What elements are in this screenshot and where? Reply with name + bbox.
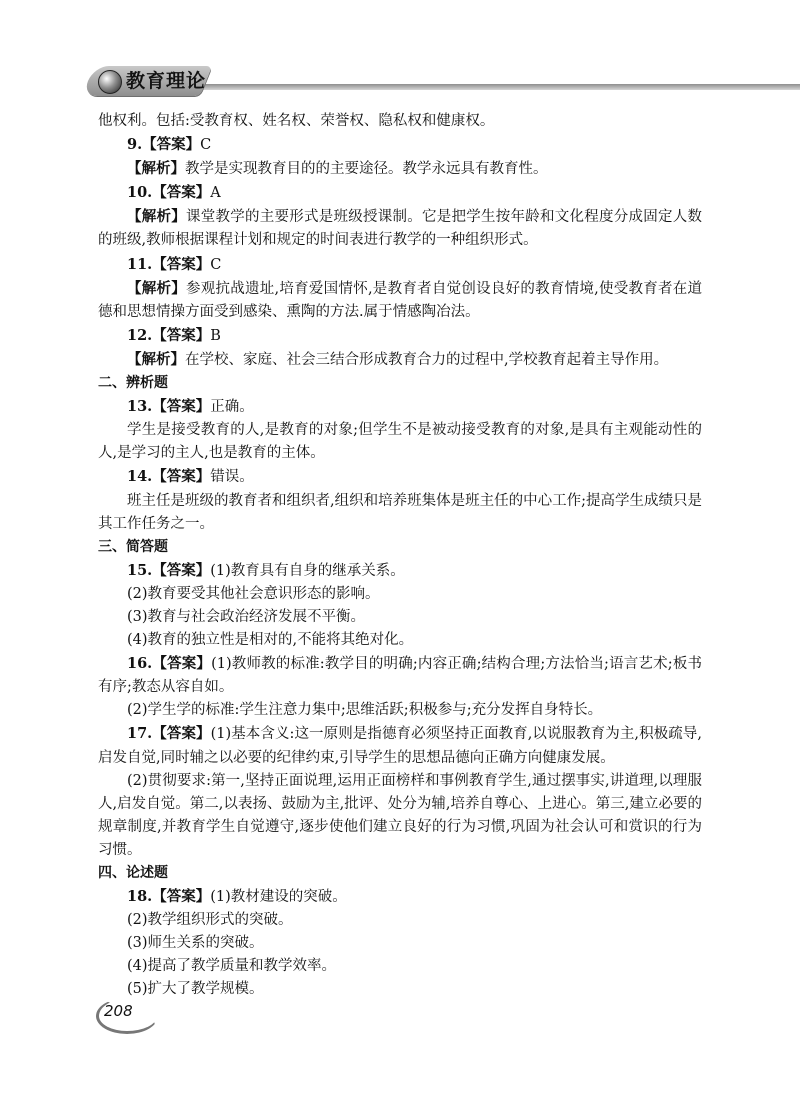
answer-tag: 12.【答案】 <box>127 326 211 344</box>
answer-tag: 【解析】 <box>127 350 185 368</box>
paragraph-text: 班主任是班级的教育者和组织者,组织和培养班集体是班主任的中心工作;提高学生成绩只是其工作任务之一。 <box>98 492 702 532</box>
answer-paragraph <box>98 629 702 652</box>
paragraph-text: B <box>210 327 221 344</box>
paragraph-text: 教学是实现教育目的的主要途径。教学永远具有教育性。 <box>185 161 548 178</box>
page-header <box>0 0 800 100</box>
paragraph-text: A <box>210 185 221 202</box>
answer-paragraph <box>98 419 702 465</box>
answer-tag: 17.【答案】 <box>127 725 211 743</box>
paragraph-text: 错误。 <box>210 469 254 486</box>
answer-paragraph <box>98 324 702 348</box>
answer-paragraph <box>98 205 702 252</box>
answer-paragraph <box>98 465 702 489</box>
continued-paragraph <box>98 110 702 133</box>
answer-paragraph <box>98 181 702 205</box>
answer-paragraph <box>98 909 702 932</box>
answer-tag: 13.【答案】 <box>127 398 211 416</box>
answer-paragraph <box>98 583 702 606</box>
answer-tag: 10.【答案】 <box>127 184 211 202</box>
paragraph-text: (2)贯彻要求:第一,坚持正面说理,运用正面榜样和事例教育学生,通过摆事实,讲道理,以理服人,启发自觉。第二,以表扬、鼓励为主,批评、处分为辅,培养自尊心、上进心。第三,建立必要的规章制度,并教育学生自觉遵守,逐步使他们建立良好的行为习惯,巩固为社会认可和赏识的行为习惯。 <box>98 772 702 858</box>
paragraph-text: C <box>210 256 222 273</box>
paragraph-text: 他权利。包括:受教育权、姓名权、荣誉权、隐私权和健康权。 <box>98 113 495 129</box>
paragraph-text: (1)教育具有自身的继承关系。 <box>210 562 405 579</box>
paragraph-text: (2)教育要受其他社会意识形态的影响。 <box>127 585 380 602</box>
header-title: 教育理论 <box>126 70 207 92</box>
page-number-badge <box>96 998 152 1028</box>
paragraph-text: (4)教育的独立性是相对的,不能将其绝对化。 <box>127 632 414 649</box>
answer-tag: 【解析】 <box>127 208 186 226</box>
paragraph-text: C <box>200 137 212 154</box>
header-rule <box>196 84 800 90</box>
answer-paragraph <box>98 253 702 277</box>
paragraph-text: (1)教材建设的突破。 <box>210 889 347 906</box>
paragraph-text: 课堂教学的主要形式是班级授课制。它是把学生按年龄和文化程度分成固定人数的班级,教师根据课程计划和规定的时间表进行教学的一种组织形式。 <box>98 209 702 249</box>
answer-paragraph <box>98 133 702 157</box>
paragraph-text: (2)教学组织形式的突破。 <box>127 912 293 929</box>
answer-paragraph <box>98 395 702 419</box>
page-number: 208 <box>104 1002 133 1020</box>
paragraph-text: (5)扩大了教学规模。 <box>127 981 264 998</box>
answer-tag: 【解析】 <box>127 160 185 178</box>
answer-tag: 【解析】 <box>127 279 187 297</box>
answer-tag: 15.【答案】 <box>127 561 211 579</box>
paragraph-text: (4)提高了教学质量和教学效率。 <box>127 958 337 975</box>
answer-paragraph <box>98 277 702 324</box>
answer-paragraph <box>98 490 702 536</box>
answer-tag: 9.【答案】 <box>127 136 201 154</box>
section-heading: 二、辨析题 <box>98 375 168 392</box>
paragraph-text: 学生是接受教育的人,是教育的对象;但学生不是被动接受教育的对象,是具有主观能动性的人,是学习的主人,也是教育的主体。 <box>98 422 702 462</box>
answer-tag: 18.【答案】 <box>127 888 211 906</box>
paragraph-text: (3)教育与社会政治经济发展不平衡。 <box>127 608 366 625</box>
answer-paragraph <box>98 559 702 583</box>
paragraph-text: 正确。 <box>210 399 254 416</box>
paragraph-text: 参观抗战遗址,培育爱国情怀,是教育者自觉创设良好的教育情境,使受教育者在道德和思想情操方面受到感染、熏陶的方法.属于情感陶冶法。 <box>98 280 703 320</box>
answer-paragraph <box>98 722 702 769</box>
answer-paragraph <box>98 606 702 629</box>
answer-paragraph <box>98 157 702 181</box>
answer-tag: 11.【答案】 <box>127 255 211 273</box>
paragraph-text: 在学校、家庭、社会三结合形成教育合力的过程中,学校教育起着主导作用。 <box>185 351 669 368</box>
answer-tag: 16.【答案】 <box>127 655 212 673</box>
paragraph-text: (3)师生关系的突破。 <box>127 935 264 952</box>
answer-paragraph <box>98 978 702 1001</box>
answer-paragraph <box>98 770 702 862</box>
section-heading: 三、简答题 <box>98 538 168 555</box>
paragraph-text: (1)教师教的标准:教学目的明确;内容正确;结构合理;方法恰当;语言艺术;板书有序;教态从容自如。 <box>98 656 702 696</box>
answer-paragraph <box>98 348 702 372</box>
answer-paragraph <box>98 885 702 909</box>
section-heading: 四、论述题 <box>98 865 168 881</box>
answer-paragraph <box>98 699 702 722</box>
answer-paragraph <box>98 955 702 978</box>
paragraph-text: (1)基本含义:这一原则是指德育必须坚持正面教育,以说服教育为主,积极疏导,启发自觉,同时辅之以必要的纪律约束,引导学生的思想品德向正确方向健康发展。 <box>98 726 702 766</box>
paragraph-text: (2)学生学的标准:学生注意力集中;思维活跃;积极参与;充分发挥自身特长。 <box>127 702 603 719</box>
answer-text-body <box>98 110 702 1002</box>
answer-paragraph <box>98 932 702 955</box>
answer-paragraph <box>98 652 702 699</box>
bullet-ball-icon <box>98 70 122 94</box>
answer-tag: 14.【答案】 <box>127 468 211 486</box>
